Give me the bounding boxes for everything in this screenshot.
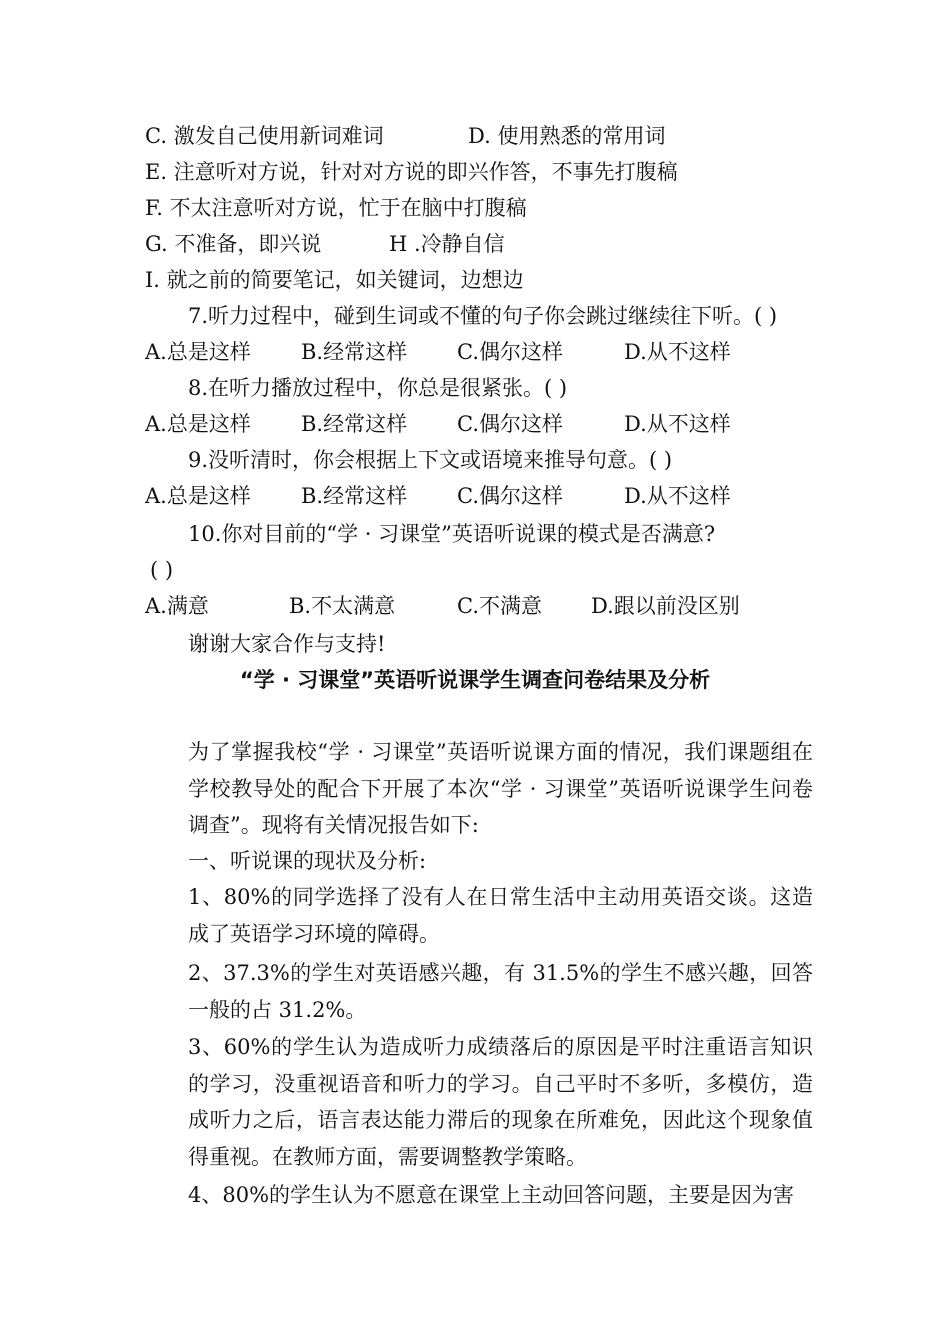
q8-option-a: A.总是这样	[145, 412, 251, 436]
q9-option-c: C.偶尔这样	[457, 484, 563, 508]
option-line-i: I. 就之前的简要笔记，如关键词，边想边	[145, 268, 524, 292]
option-c: C. 激发自己使用新词难词	[145, 124, 384, 148]
q10-option-c: C.不满意	[457, 594, 542, 618]
report-intro	[145, 734, 813, 844]
report-item-1	[145, 879, 813, 952]
option-line-f: F. 不太注意听对方说，忙于在脑中打腹稿	[145, 196, 527, 220]
question-10-options	[145, 588, 815, 624]
q10-option-b: B.不太满意	[289, 594, 396, 618]
question-8: 8.在听力播放过程中，你总是很紧张。( )	[188, 376, 568, 400]
report-item-1-text: 1、80%的同学选择了没有人在日常生活中主动用英语交谈。这造成了英语学习环境的障碍。	[188, 885, 813, 946]
report-item-3-text: 3、60%的学生认为造成听力成绩落后的原因是平时注重语言知识的学习，没重视语音和听力的学习。自己平时不多听，多模仿，造成听力之后，语言表达能力滞后的现象在所难免，因此这个现象值得重视。在教师方面，需要调整教学策略。	[188, 1035, 813, 1169]
q10-option-d: D.跟以前没区别	[591, 594, 740, 618]
thanks-text: 谢谢大家合作与支持!	[188, 632, 386, 656]
question-7-options	[145, 334, 815, 370]
section-1-heading-text: 一、听说课的现状及分析:	[188, 849, 427, 873]
question-7: 7.听力过程中，碰到生词或不懂的句子你会跳过继续往下听。( )	[188, 304, 778, 328]
option-g: G. 不准备，即兴说	[145, 232, 322, 256]
report-intro-text: 为了掌握我校“学 · 习课堂”英语听说课方面的情况，我们课题组在学校教导处的配合下开展了本次“学 · 习课堂”英语听说课学生问卷调查”。现将有关情况报告如下:	[188, 740, 813, 837]
q9-option-a: A.总是这样	[145, 484, 251, 508]
question-8-options	[145, 406, 815, 442]
q8-option-c: C.偶尔这样	[457, 412, 563, 436]
section-1-heading	[145, 843, 813, 880]
question-9: 9.没听清时，你会根据上下文或语境来推导句意。( )	[188, 448, 673, 472]
option-line-c-d	[145, 118, 815, 154]
q8-option-d: D.从不这样	[624, 412, 731, 436]
report-item-2	[145, 955, 813, 1028]
q7-option-b: B.经常这样	[301, 340, 408, 364]
report-item-4	[145, 1177, 813, 1214]
q7-option-c: C.偶尔这样	[457, 340, 563, 364]
q9-option-d: D.从不这样	[624, 484, 731, 508]
report-title: “学 · 习课堂”英语听说课学生调查问卷结果及分析	[239, 668, 711, 692]
option-line-e: E. 注意听对方说，针对对方说的即兴作答，不事先打腹稿	[145, 160, 678, 184]
q9-option-b: B.经常这样	[301, 484, 408, 508]
option-line-g-h	[145, 226, 815, 262]
report-item-4-text: 4、80%的学生认为不愿意在课堂上主动回答问题，主要是因为害	[188, 1183, 795, 1207]
option-h: H .冷静自信	[389, 232, 505, 256]
q7-option-a: A.总是这样	[145, 340, 251, 364]
question-9-options	[145, 478, 815, 514]
report-item-2-text: 2、37.3%的学生对英语感兴趣，有 31.5%的学生不感兴趣，回答一般的占 31.2%。	[188, 961, 813, 1022]
question-10-paren: ( )	[150, 558, 174, 582]
option-d: D. 使用熟悉的常用词	[468, 124, 666, 148]
q10-option-a: A.满意	[145, 594, 209, 618]
report-item-3	[145, 1029, 813, 1175]
q8-option-b: B.经常这样	[301, 412, 408, 436]
q7-option-d: D.从不这样	[624, 340, 731, 364]
question-10: 10.你对目前的“学 · 习课堂”英语听说课的模式是否满意?	[188, 522, 716, 546]
